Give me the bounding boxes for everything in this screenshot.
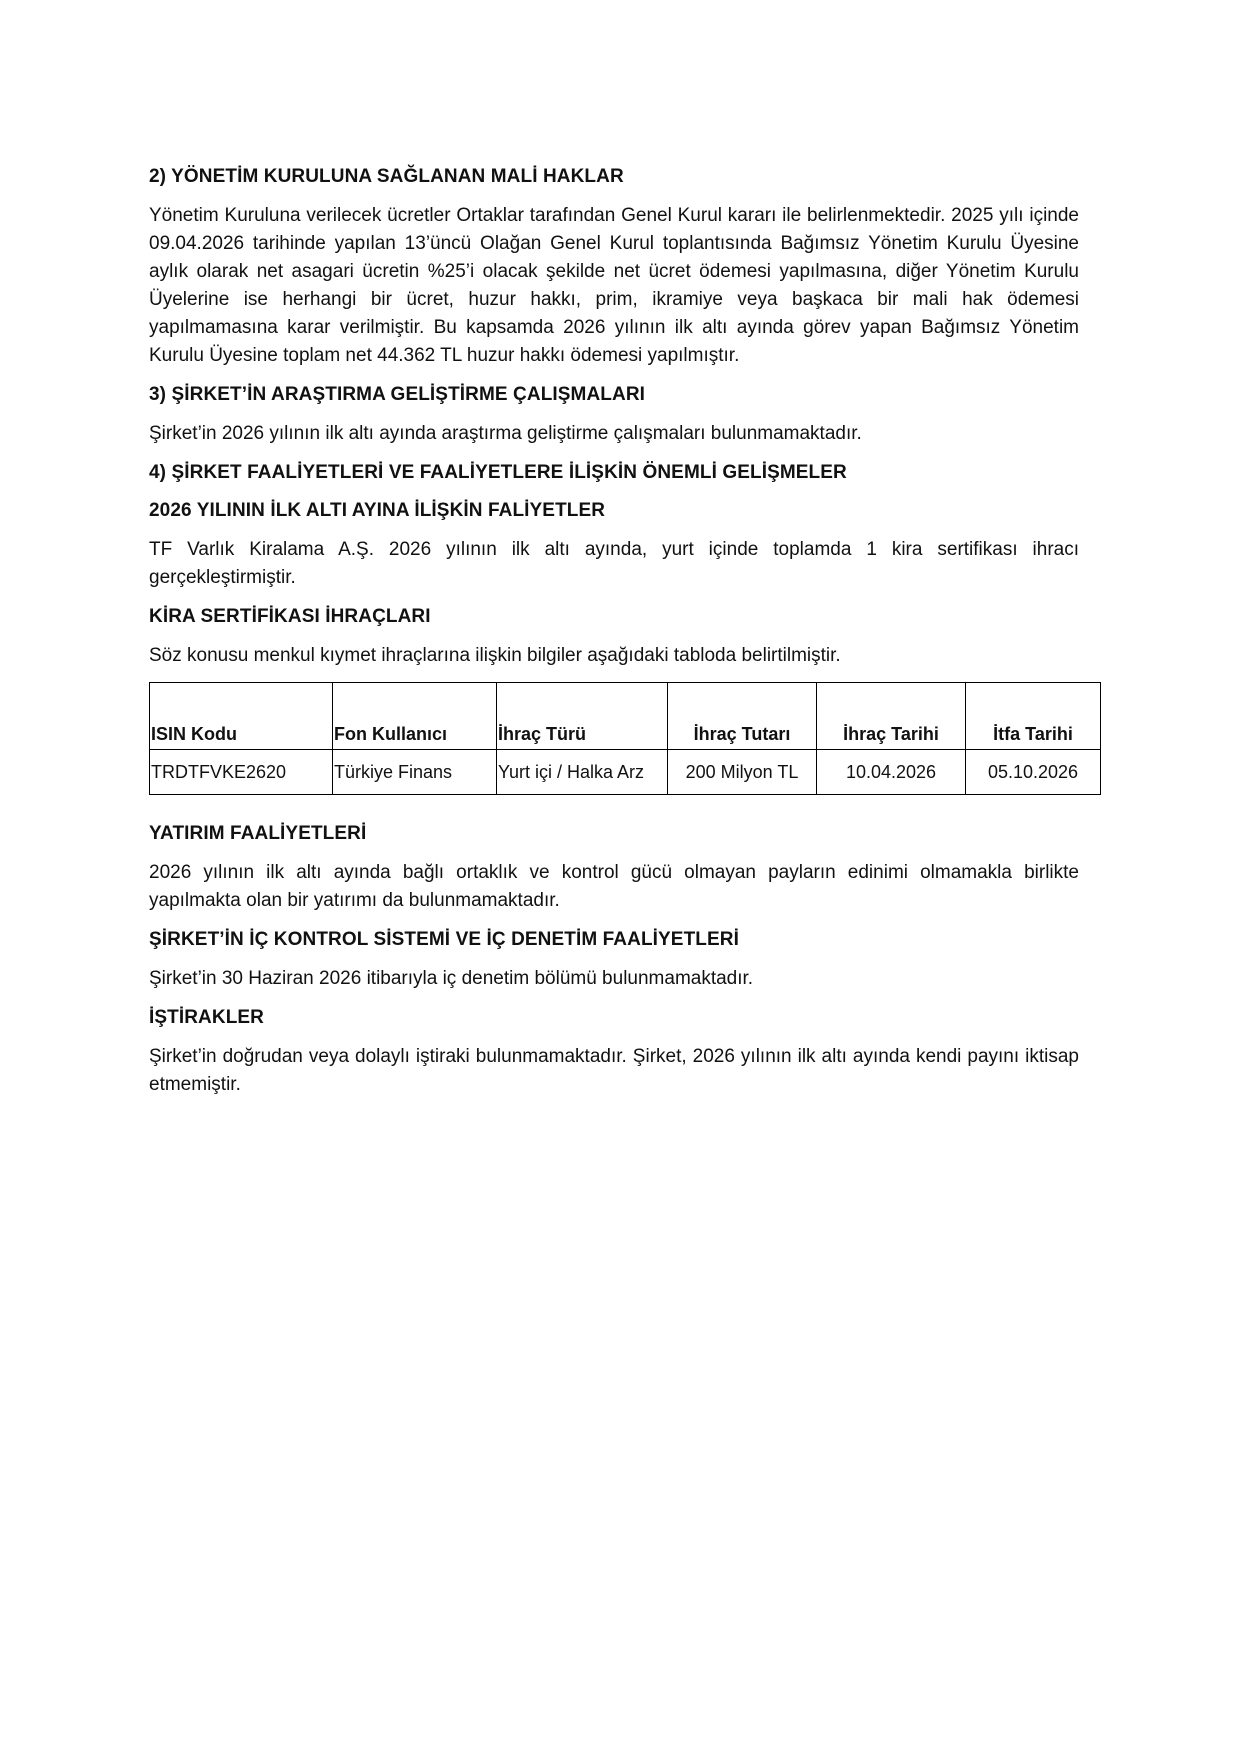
istirakler-heading: İŞTİRAKLER bbox=[149, 1007, 264, 1028]
section-3-heading: 3) ŞİRKET’İN ARAŞTIRMA GELİŞTİRME ÇALIŞMALARI bbox=[149, 384, 646, 405]
header-itfa-tarihi: İtfa Tarihi bbox=[966, 683, 1101, 750]
yatirim-paragraph: 2026 yılının ilk altı ayında bağlı ortaklık ve kontrol gücü olmayan payların edinimi olmamakla birlikte yapılmakta olan bir yatırımı da bulunmamaktadır. bbox=[149, 862, 1079, 911]
cell-isin: TRDTFVKE2620 bbox=[150, 750, 333, 795]
section-3-paragraph: Şirket’in 2026 yılının ilk altı ayında araştırma geliştirme çalışmaları bulunmamaktadır. bbox=[149, 423, 862, 444]
cell-fon-kullanici: Türkiye Finans bbox=[333, 750, 497, 795]
issuance-table bbox=[149, 682, 1101, 795]
header-ihrac-turu: İhraç Türü bbox=[497, 683, 668, 750]
table-header-row bbox=[150, 683, 1101, 750]
section-4-paragraph: TF Varlık Kiralama A.Ş. 2026 yılının ilk altı ayında, yurt içinde toplamda 1 kira sertifikası ihracı gerçekleştirmiştir. bbox=[149, 539, 1079, 588]
section-4-subheading: 2026 YILININ İLK ALTI AYINA İLİŞKİN FALİYETLER bbox=[149, 500, 606, 521]
cell-ihrac-tutari: 200 Milyon TL bbox=[668, 750, 817, 795]
istirakler-paragraph: Şirket’in doğrudan veya dolaylı iştiraki bulunmamaktadır. Şirket, 2026 yılının ilk altı ayında kendi payını iktisap etmemiştir. bbox=[149, 1046, 1079, 1095]
header-isin: ISIN Kodu bbox=[150, 683, 333, 750]
document-page bbox=[149, 164, 1079, 1111]
cell-ihrac-tarihi: 10.04.2026 bbox=[817, 750, 966, 795]
section-4-heading: 4) ŞİRKET FAALİYETLERİ VE FAALİYETLERE İLİŞKİN ÖNEMLİ GELİŞMELER bbox=[149, 462, 847, 483]
kontrol-heading: ŞİRKET’İN İÇ KONTROL SİSTEMİ VE İÇ DENETİM FAALİYETLERİ bbox=[149, 929, 739, 950]
section-2-paragraph: Yönetim Kuruluna verilecek ücretler Ortaklar tarafından Genel Kurul kararı ile belirlenmektedir. 2025 yılı içinde 09.04.2026 tarihinde yapılan 13’üncü Olağan Genel Kurul toplantısında Bağımsız Yönetim Kurulu Üyesine aylık olarak net asagari ücretin %25’i olacak şekilde net ücret ödemesi yapılmasına, diğer Yönetim Kurulu Üyelerine ise herhangi bir ücret, huzur hakkı, prim, ikramiye veya başkaca bir mali hak ödemesi yapılmamasına karar verilmiştir. Bu kapsamda 2026 yılının ilk altı ayında görev yapan Bağımsız Yönetim Kurulu Üyesine toplam net 44.362 TL huzur hakkı ödemesi yapılmıştır. bbox=[149, 205, 1079, 366]
section-2-heading: 2) YÖNETİM KURULUNA SAĞLANAN MALİ HAKLAR bbox=[149, 166, 624, 187]
cell-ihrac-turu: Yurt içi / Halka Arz bbox=[497, 750, 668, 795]
kira-heading: KİRA SERTİFİKASI İHRAÇLARI bbox=[149, 606, 431, 627]
header-fon-kullanici: Fon Kullanıcı bbox=[333, 683, 497, 750]
kira-paragraph: Söz konusu menkul kıymet ihraçlarına ilişkin bilgiler aşağıdaki tabloda belirtilmiştir. bbox=[149, 645, 841, 666]
cell-itfa-tarihi: 05.10.2026 bbox=[966, 750, 1101, 795]
yatirim-heading: YATIRIM FAALİYETLERİ bbox=[149, 823, 367, 844]
header-ihrac-tutari: İhraç Tutarı bbox=[668, 683, 817, 750]
kontrol-paragraph: Şirket’in 30 Haziran 2026 itibarıyla iç denetim bölümü bulunmamaktadır. bbox=[149, 968, 754, 989]
table-row bbox=[150, 750, 1101, 795]
header-ihrac-tarihi: İhraç Tarihi bbox=[817, 683, 966, 750]
